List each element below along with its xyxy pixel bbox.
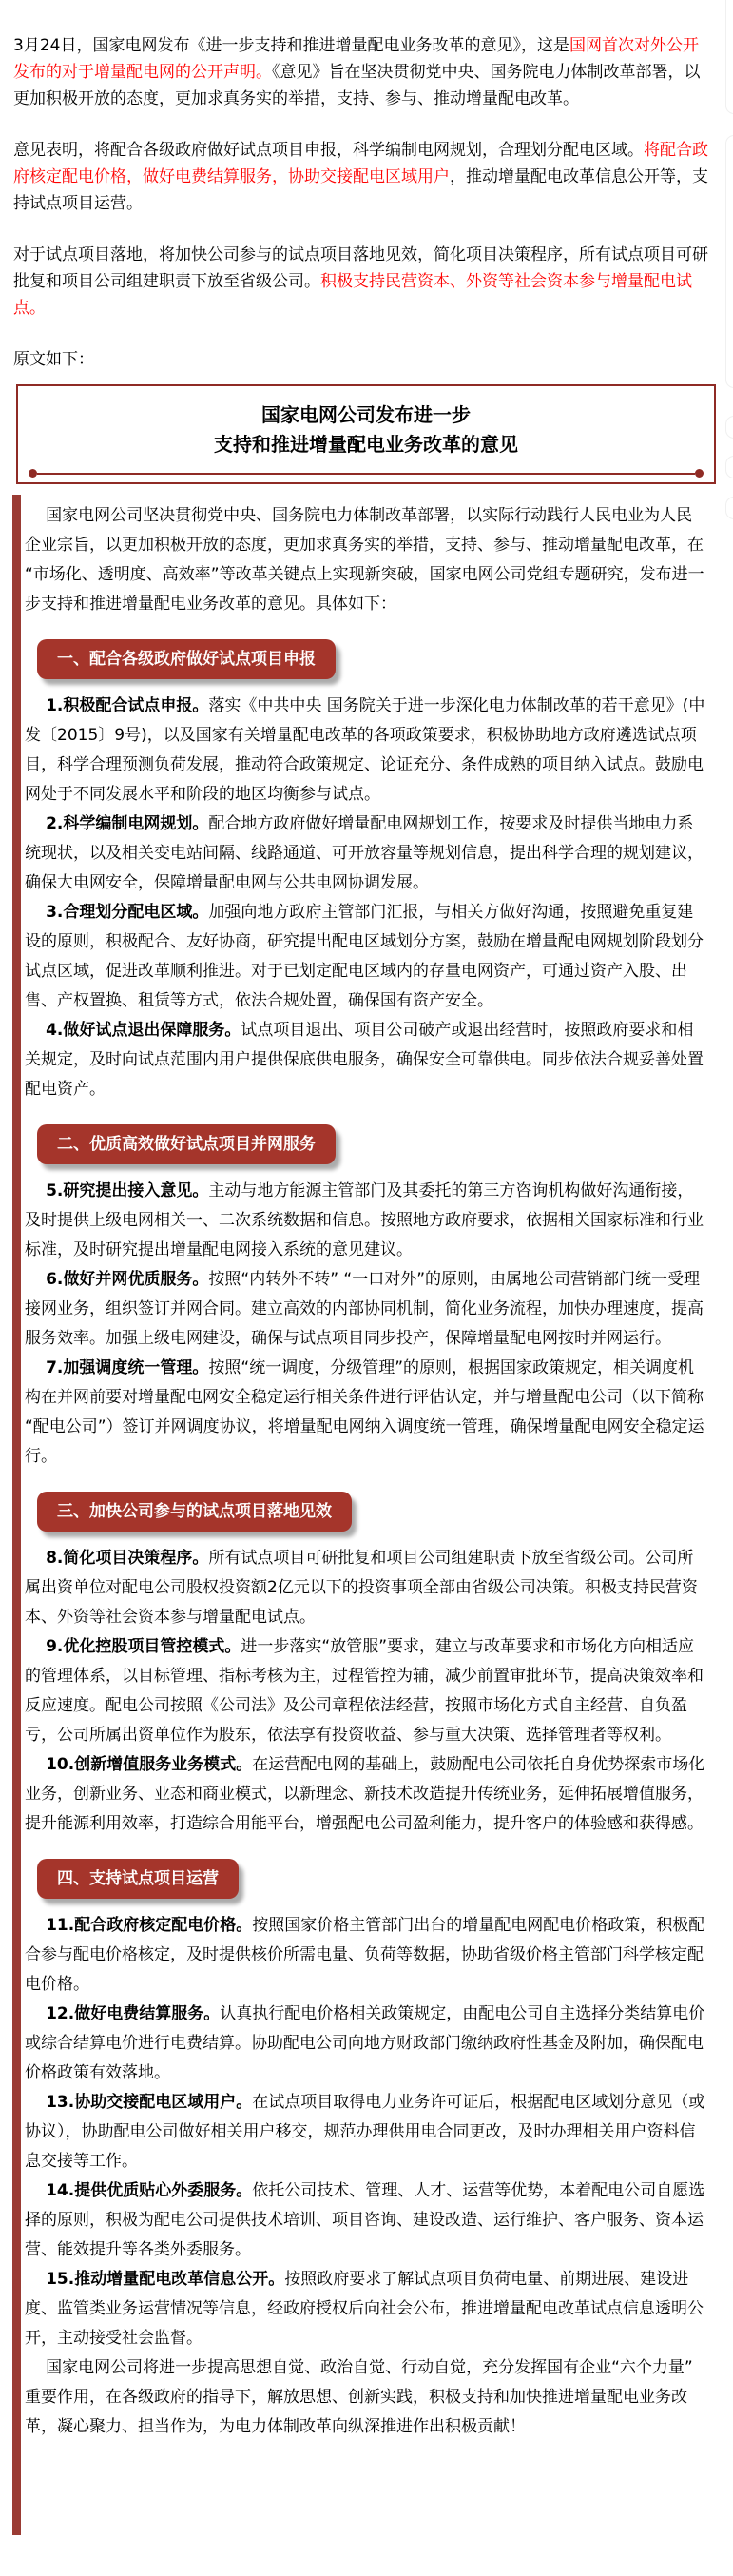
point-title: 8.简化项目决策程序。 xyxy=(46,1549,209,1568)
body-text: 意见表明，将配合各级政府做好试点项目申报，科学编制电网规划，合理划分配电区域。 xyxy=(13,141,644,160)
section-header: 四、支持试点项目运营 xyxy=(37,1859,239,1899)
doc-point-paragraph: 3.合理划分配电区域。加强向地方政府主管部门汇报，与相关方做好沟通，按照避免重复建设的原则，积极配合、友好协商，研究提出配电区域划分方案，鼓励在增量配电网规划阶段划分试点区域，促进改革顺利推进。对于已划定配电区域内的存量电网资产，可通过资产入股、出售、产权置换、租赁等方式，依法合规处置，确保国有资产安全。 xyxy=(25,903,704,1010)
side-toolbar-button[interactable] xyxy=(725,497,733,519)
doc-point-paragraph: 14.提供优质贴心外委服务。依托公司技术、管理、人才、运营等优势，本着配电公司自愿选择的原则，积极为配电公司提供技术培训、项目咨询、建设改造、运行维护、客户服务、资本运营、能效提升等各类外委服务。 xyxy=(25,2181,705,2259)
doc-point-paragraph: 9.优化控股项目管控模式。进一步落实“放管服”要求，建立与改革要求和市场化方向相适应的管理体系，以目标管理、指标考核为主，过程管控为辅，减少前置审批环节，提高决策效率和反应速度。配电公司按照《公司法》及公司章程依法经营，按照市场化方式自主经营、自负盈亏，公司所属出资单位作为股东，依法享有投资收益、参与重大决策、选择管理者等权利。 xyxy=(25,1637,704,1745)
doc-point-paragraph: 12.做好电费结算服务。认真执行配电价格相关政策规定，由配电公司自主选择分类结算电价或综合结算电价进行电费结算。协助配电公司向地方财政部门缴纳政府性基金及附加，确保配电价格政策有效落地。 xyxy=(25,2004,705,2082)
source-label: 原文如下： xyxy=(13,350,94,369)
doc-point-paragraph: 6.做好并网优质服务。按照“内转外不转” “一口对外”的原则，由属地公司营销部门统一受理接网业务，组织签订并网合同。建立高效的内部协同机制，简化业务流程，加快办理速度，提高服务效率。加强上级电网建设，确保与试点项目同步投产，保障增量配电网按时并网运行。 xyxy=(25,1270,704,1348)
doc-point-paragraph: 15.推动增量配电改革信息公开。按照政府要求了解试点项目负荷电量、前期进展、建设进度、监管类业务运营情况等信息，经政府授权后向社会公布，推进增量配电改革试点信息透明公开，主动接受社会监督。 xyxy=(25,2270,704,2348)
doc-point-paragraph: 13.协助交接配电区域用户。在试点项目取得电力业务许可证后，根据配电区域划分意见（或协议），协助配电公司做好相关用户移交，规范办理供用电合同更改，及时办理相关用户资料信息交接等工作。 xyxy=(25,2093,705,2171)
section-header: 三、加快公司参与的试点项目落地见效 xyxy=(37,1492,352,1532)
commentary-section xyxy=(0,0,733,373)
point-title: 14.提供优质贴心外委服务。 xyxy=(46,2181,253,2200)
divider-dot-right-icon xyxy=(695,469,704,478)
doc-title xyxy=(28,400,704,459)
doc-point-paragraph: 1.积极配合试点申报。落实《中共中央 国务院关于进一步深化电力体制改革的若干意见》(中发〔2015〕9号)，以及国家有关增量配电改革的各项政策要求，积极协助地方政府遴选试点项目，科学合理预测负荷发展，推动符合政策规定、论证充分、条件成熟的项目纳入试点。鼓励电网处于不同发展水平和阶段的地区均衡参与试点。 xyxy=(25,696,705,804)
document-title-box xyxy=(16,384,716,484)
side-toolbar-panel[interactable] xyxy=(725,135,733,388)
doc-title-line: 国家电网公司发布进一步 xyxy=(261,403,471,426)
section-header: 二、优质高效做好试点项目并网服务 xyxy=(37,1124,336,1164)
side-toolbar-panel[interactable] xyxy=(725,0,733,114)
point-title: 4.做好试点退出保障服务。 xyxy=(46,1021,241,1040)
title-divider xyxy=(29,469,704,478)
doc-point-paragraph: 2.科学编制电网规划。配合地方政府做好增量配电网规划工作，按要求及时提供当地电力系统现状，以及相关变电站间隔、线路通道、可开放容量等规划信息，提出科学合理的规划建议，确保大电网安全，保障增量配电网与公共电网协调发展。 xyxy=(25,814,704,892)
point-title: 5.研究提出接入意见。 xyxy=(46,1181,209,1200)
side-toolbar-button[interactable] xyxy=(725,416,733,439)
body-text: ，推动增量配电改革信息公开等，支持试点项目运营。 xyxy=(13,167,708,213)
intro-paragraphs xyxy=(13,32,708,322)
point-title: 15.推动增量配电改革信息公开。 xyxy=(46,2270,285,2289)
divider-dot-left-icon xyxy=(29,469,37,478)
commentary-paragraph xyxy=(13,242,708,322)
doc-point-paragraph: 8.简化项目决策程序。所有试点项目可研批复和项目公司组建职责下放至省级公司。公司所属出资单位对配电公司股权投资额2亿元以下的投资事项全部由省级公司决策。积极支持民营资本、外资等社会资本参与增量配电试点。 xyxy=(25,1549,698,1627)
point-title: 2.科学编制电网规划。 xyxy=(46,814,209,833)
body-text: 3月24日，国家电网发布《进一步支持和推进增量配电业务改革的意见》，这是 xyxy=(13,36,569,55)
doc-closing-paragraph: 国家电网公司将进一步提高思想自觉、政治自觉、行动自觉，充分发挥国有企业“六个力量”重要作用，在各级政府的指导下，解放思想、创新实践，积极支持和加快推进增量配电业务改革，凝心聚力、担当作为，为电力体制改革向纵深推进作出积极贡献！ xyxy=(25,2358,693,2436)
point-title: 1.积极配合试点申报。 xyxy=(46,696,209,715)
doc-point-paragraph: 11.配合政府核定配电价格。按照国家价格主管部门出台的增量配电网配电价格政策，积极配合参与配电价格核定，及时提供核价所需电量、负荷等数据，协助省级价格主管部门科学核定配电价格。 xyxy=(25,1916,705,1994)
point-title: 13.协助交接配电区域用户。 xyxy=(46,2093,253,2112)
body-text: 对于试点项目落地，将加快公司参与的试点项目落地见效，简化项目决策程序，所有试点项目可研批复和项目公司组建职责下放至省级公司。 xyxy=(13,245,708,291)
doc-point-paragraph: 4.做好试点退出保障服务。试点项目退出、项目公司破产或退出经营时，按照政府要求和相关规定，及时向试点范围内用户提供保底供电服务，确保安全可靠供电。同步依法合规妥善处置配电资产。 xyxy=(25,1021,704,1099)
divider-line xyxy=(37,473,695,475)
highlighted-text: 国网首次对外公开发布的对于增量配电网的公开声明。 xyxy=(13,36,699,82)
doc-title-line: 支持和推进增量配电业务改革的意见 xyxy=(214,433,518,456)
document-quote-block xyxy=(12,495,733,2535)
doc-point-paragraph: 10.创新增值服务业务模式。在运营配电网的基础上，鼓励配电公司依托自身优势探索市场化业务，创新业务、业态和商业模式，以新理念、新技术改造提升传统业务，延伸拓展增值服务，提升能源利用效率，打造综合用能平台，增强配电公司盈利能力，提升客户的体验感和获得感。 xyxy=(25,1755,705,1833)
section-header: 一、配合各级政府做好试点项目申报 xyxy=(37,639,336,679)
doc-point-paragraph: 5.研究提出接入意见。主动与地方能源主管部门及其委托的第三方咨询机构做好沟通衔接，及时提供上级电网相关一、二次系统数据和信息。按照地方政府要求，依据相关国家标准和行业标准，及时研究提出增量配电网接入系统的意见建议。 xyxy=(25,1181,704,1259)
body-text: 《意见》旨在坚决贯彻党中央、国务院电力体制改革部署，以更加积极开放的态度，更加求真务实的举措，支持、参与、推动增量配电改革。 xyxy=(13,63,701,108)
point-title: 11.配合政府核定配电价格。 xyxy=(46,1916,253,1935)
commentary-paragraph xyxy=(13,137,708,217)
point-title: 12.做好电费结算服务。 xyxy=(46,2004,221,2023)
point-title: 3.合理划分配电区域。 xyxy=(46,903,209,922)
doc-lead-paragraph: 国家电网公司坚决贯彻党中央、国务院电力体制改革部署，以实际行动践行人民电业为人民企业宗旨，以更加积极开放的态度，更加求真务实的举措，支持、参与、推动增量配电改革，在“市场化、透明度、高效率”等改革关键点上实现新突破，国家电网公司党组专题研究，发布进一步支持和推进增量配电业务改革的意见。具体如下： xyxy=(25,506,704,614)
point-title: 7.加强调度统一管理。 xyxy=(46,1358,209,1377)
doc-body xyxy=(25,501,707,2442)
highlighted-text: 积极支持民营资本、外资等社会资本参与增量配电试点。 xyxy=(13,272,692,318)
doc-point-paragraph: 7.加强调度统一管理。按照“统一调度，分级管理”的原则，根据国家政策规定，相关调度机构在并网前要对增量配电网安全稳定运行相关条件进行评估认定，并与增量配电公司（以下简称“配电公司”）签订并网调度协议，将增量配电网纳入调度统一管理，确保增量配电网安全稳定运行。 xyxy=(25,1358,704,1466)
point-title: 10.创新增值服务业务模式。 xyxy=(46,1755,253,1774)
point-title: 9.优化控股项目管控模式。 xyxy=(46,1637,241,1656)
point-title: 6.做好并网优质服务。 xyxy=(46,1270,209,1289)
highlighted-text: 将配合政府核定配电价格，做好电费结算服务，协助交接配电区域用户 xyxy=(13,141,708,186)
commentary-paragraph xyxy=(13,32,708,112)
side-toolbar-button[interactable] xyxy=(725,456,733,478)
